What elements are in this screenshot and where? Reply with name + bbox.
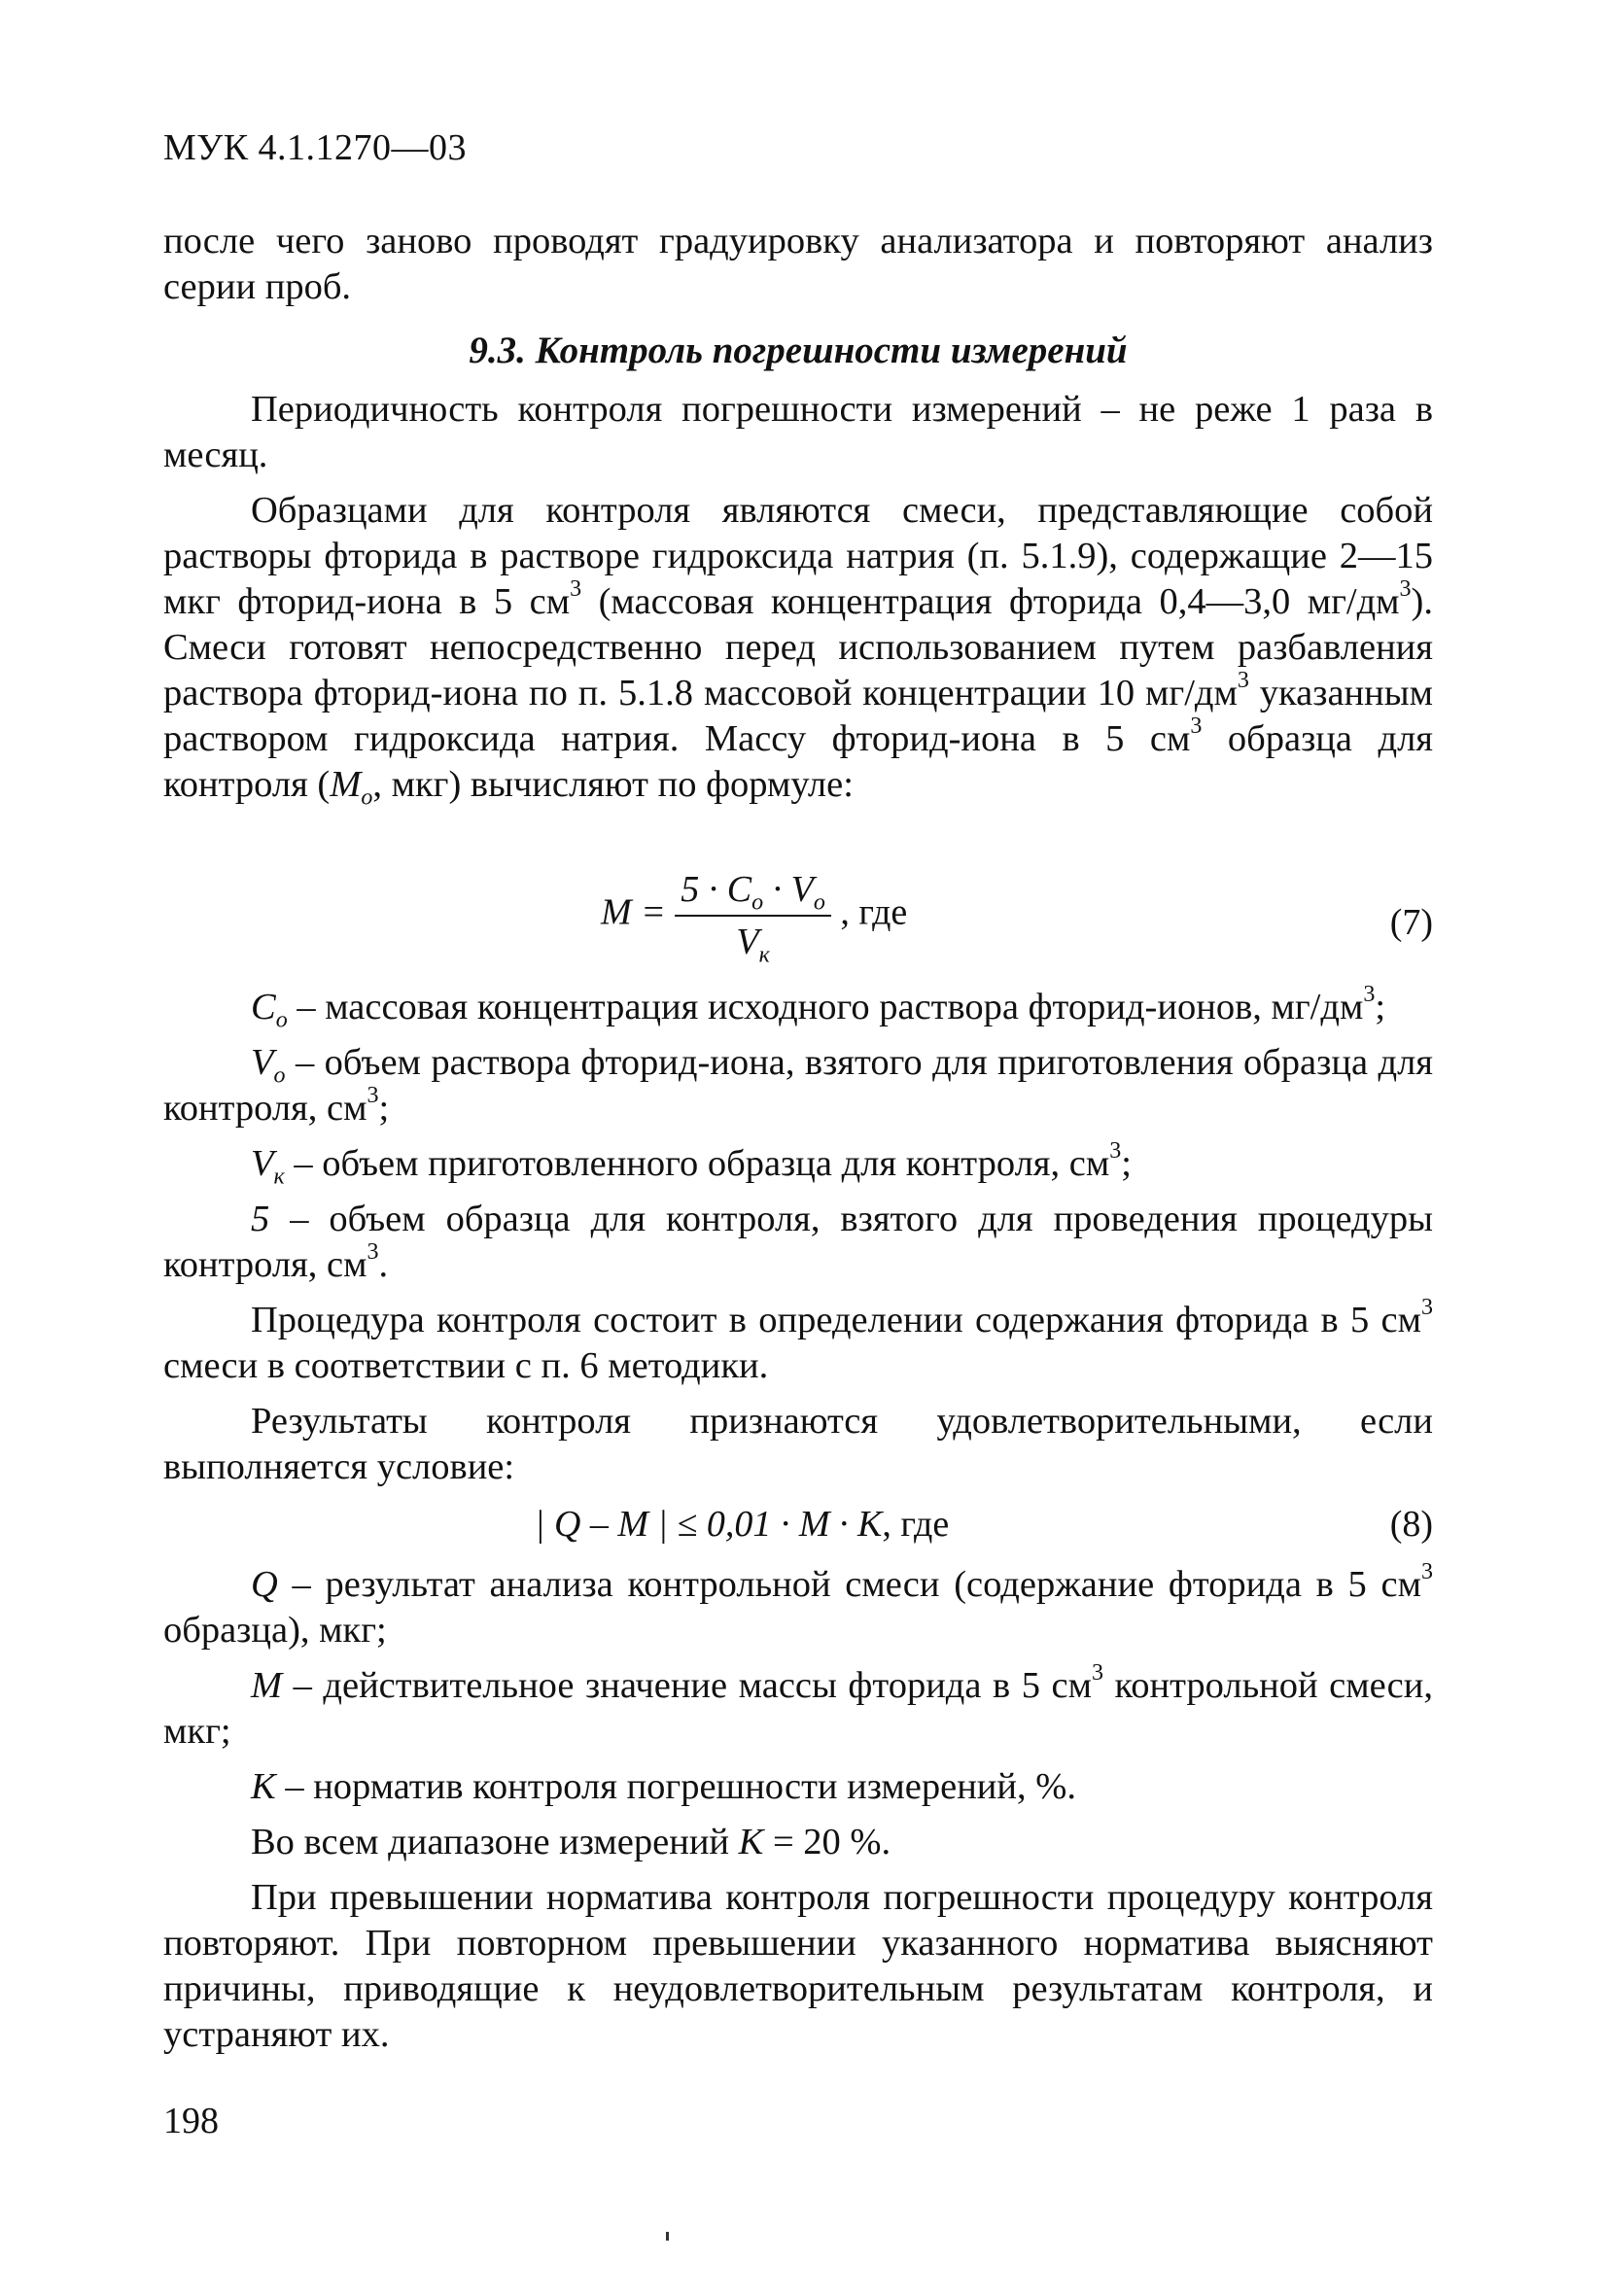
procedure-paragraph: Процедура контроля состоит в определении содержания фторида в 5 $см^3$ смеси в соответствии с п. 6 методики. xyxy=(163,1295,1433,1386)
formula-7-numerator: $5 \cdot C_o \cdot V_o$ xyxy=(675,868,831,917)
formula-8-suffix: , где xyxy=(882,1504,950,1545)
formula-7-lhs: M = xyxy=(601,891,666,933)
document-code-header: МУК 4.1.1270—03 xyxy=(163,127,468,168)
samples-paragraph: Образцами для контроля являются смеси, представляющие собой растворы фторида в растворе гидроксида натрия (п. 5.1.9), содержащие 2—15 мкг фторид-иона в 5 $см^3$ (массовая концентрация фторида 0,4—3,0 $мг/дм^3$). Смеси готовят непосредственно перед использованием путем разбавления раствора фторид-иона по п. 5.1.8 массовой концентрации 10 $мг/дм^3$ указанным раствором гидроксида натрия. Массу фторид-иона в 5 $см^3$ образца для контроля ($M_o$, мкг) вычисляют по формуле: xyxy=(163,490,1433,811)
formula-8-number: (8) xyxy=(1389,1504,1433,1545)
formula-7 xyxy=(601,868,908,968)
intro-block xyxy=(163,219,1433,310)
exceed-paragraph: При превышении норматива контроля погрешности процедуру контроля повторяют. При повторном превышении указанного норматива выясняют причины, приводящие к неудовлетворительным результатам контроля, и устраняют их. xyxy=(163,1877,1433,2055)
formula-7-number: (7) xyxy=(1389,902,1433,943)
formula-7-suffix: , где xyxy=(840,891,908,933)
section-title: 9.3. Контроль погрешности измерений xyxy=(469,330,1128,371)
definitions-8-block xyxy=(163,1559,1433,2058)
definition-vk: $V_к$ – объем приготовленного образца для контроля, $см^3$; xyxy=(251,1138,1132,1190)
page-number: 198 xyxy=(163,2101,219,2141)
definition-q: Q – результат анализа контрольной смеси (содержание фторида в 5 $см^3$ образца), мкг; xyxy=(163,1559,1433,1651)
formula-7-denominator: $V_к$ xyxy=(736,922,770,968)
range-paragraph: Во всем диапазоне измерений K = 20 %. xyxy=(251,1822,891,1862)
results-paragraph: Результаты контроля признаются удовлетворительными, если выполняется условие: xyxy=(163,1401,1433,1487)
main-text-block xyxy=(163,387,1433,811)
formula-7-fraction xyxy=(675,868,831,968)
intro-paragraph: после чего заново проводят градуировку анализатора и повторяют анализ серии проб. xyxy=(163,221,1433,307)
definition-k: K – норматив контроля погрешности измерений, %. xyxy=(251,1766,1076,1807)
formula-8-expression: | Q – M | ≤ 0,01 · M · K xyxy=(535,1504,883,1545)
definition-c0: $C_o$ – массовая концентрация исходного раствора фторид-ионов, $мг/дм^3$; xyxy=(251,982,1386,1033)
scan-speck xyxy=(666,2232,669,2241)
definition-5: 5 – объем образца для контроля, взятого для проведения процедуры контроля, $см^3$. xyxy=(163,1199,1433,1285)
formula-8 xyxy=(535,1503,949,1546)
periodicity-paragraph: Периодичность контроля погрешности измерений – не реже 1 раза в месяц. xyxy=(163,389,1433,475)
definition-m: M – действительное значение массы фторида в 5 $см^3$ контрольной смеси, мкг; xyxy=(163,1660,1433,1752)
definition-v0: $V_o$ – объем раствора фторид-иона, взятого для приготовления образца для контроля, $см^3$; xyxy=(163,1042,1433,1129)
definitions-7-block xyxy=(163,982,1433,1490)
